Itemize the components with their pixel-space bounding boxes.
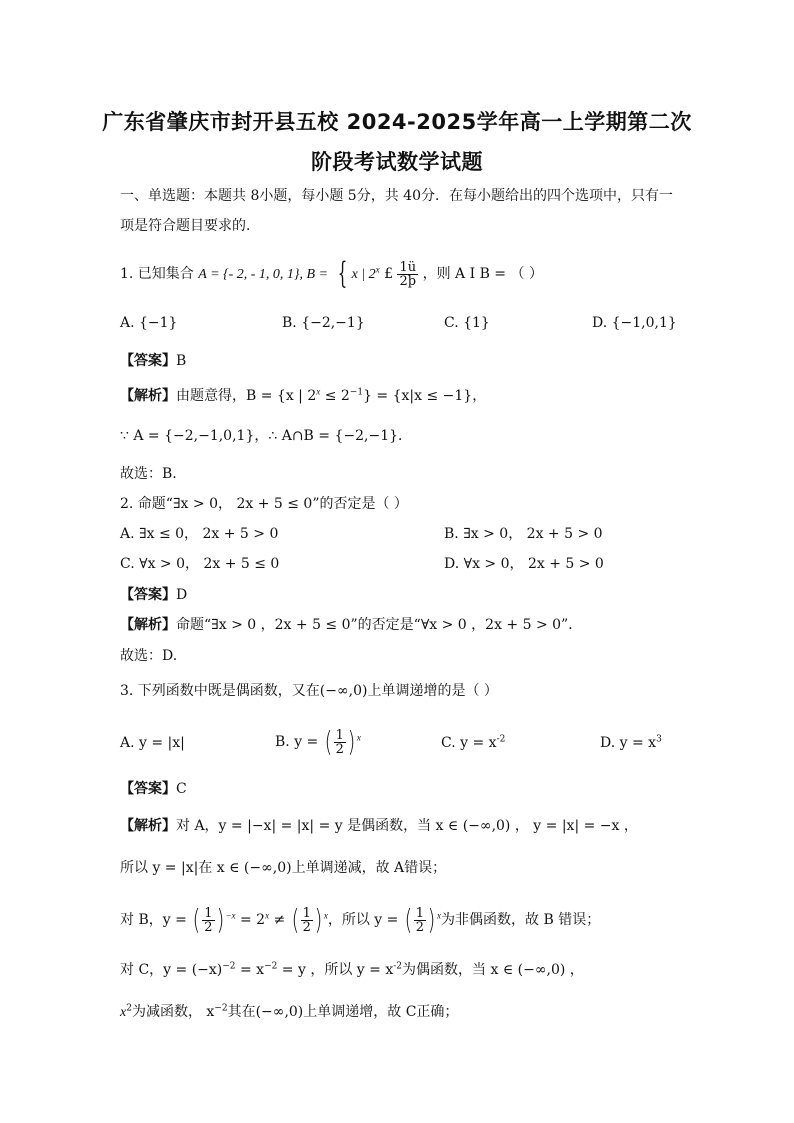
half-num: 1 xyxy=(204,905,213,921)
half-fraction xyxy=(414,907,426,934)
section-heading-line-1: 一、单选题：本题共 8小题，每小题 5分，共 40分．在每小题给出的四个选项中，只有一 xyxy=(120,188,673,204)
q3-a5-pre: x xyxy=(120,1005,127,1020)
q1-option-b: B. {−2,−1} xyxy=(282,315,365,331)
q1-frac-num: 1ü xyxy=(399,259,417,275)
q1-frac-den: 2þ xyxy=(397,274,418,288)
q3-option-c xyxy=(441,733,505,753)
q1-stem xyxy=(120,256,543,291)
q2-analysis-text: 命题“∃x > 0 ，2x + 5 ≤ 0”的否定是“∀x > 0 ，2x + 5 > 0”． xyxy=(176,617,583,633)
q3-option-b xyxy=(275,722,361,762)
q1-set-b-fraction xyxy=(397,261,418,288)
q3-a4-exp3: -2 xyxy=(393,961,403,972)
right-paren-icon: ) xyxy=(427,903,436,936)
q1-analysis-exp2: −1 xyxy=(349,387,364,398)
q2-analysis xyxy=(120,615,582,635)
q3-option-b-pre: B. y = xyxy=(275,734,319,750)
q1-analysis-part1: 由题意得，B = {x | 2 xyxy=(176,388,317,404)
q3-a4-mid: = x xyxy=(235,962,265,978)
q3-a3-mid2: ，所以 y = xyxy=(327,912,399,928)
q3-option-c-pre: C. y = x xyxy=(441,735,497,751)
section-heading-line-2: 项是符合题目要求的． xyxy=(120,218,260,234)
q3-option-b-num: 1 xyxy=(335,727,344,743)
q3-analysis-line-4 xyxy=(120,960,584,980)
right-paren-icon: ) xyxy=(314,903,323,936)
q3-a3-exp3: x xyxy=(323,910,328,921)
answer-label: 【答案】 xyxy=(120,781,176,797)
q1-prefix: 1. 已知集合 xyxy=(120,266,194,282)
q3-analysis-line-1: 对 A，y = |−x| = |x| = y 是偶函数，当 x ∈ (−∞,0) ， y = |x| = −x ， xyxy=(176,818,638,834)
q3-a3-exp2: x xyxy=(265,910,270,921)
left-paren-icon: ( xyxy=(324,725,333,758)
title-line-2: 阶段考试数学试题 xyxy=(311,150,483,174)
q2-choose xyxy=(120,646,177,666)
q3-a5-mid: 为减函数， x xyxy=(131,1004,215,1020)
q3-stem: 3. 下列函数中既是偶函数，又在(−∞,0)上单调递增的是（ ） xyxy=(120,683,498,699)
left-paren-icon: ( xyxy=(192,903,201,936)
q3-analysis-line-5 xyxy=(120,1002,458,1023)
q3-option-a: A. y = |x| xyxy=(120,735,185,751)
q3-analysis-line-3 xyxy=(120,898,600,942)
half-num: 1 xyxy=(302,905,311,921)
q1-analysis-tail: } = {x|x ≤ −1}， xyxy=(363,388,487,404)
q3-option-b-exp: x xyxy=(356,732,361,743)
q1-tail: ，则 A I B = （ ） xyxy=(422,266,543,282)
left-brace-icon: { xyxy=(337,256,347,291)
half-fraction xyxy=(202,907,214,934)
right-paren-icon: ) xyxy=(347,725,356,758)
q3-a5-exp: 2 xyxy=(126,1003,132,1014)
analysis-label: 【解析】 xyxy=(120,388,176,404)
q2-option-b: B. ∃x > 0， 2x + 5 > 0 xyxy=(444,526,603,542)
q3-option-c-exp: -2 xyxy=(496,734,506,745)
q3-option-b-fraction xyxy=(334,729,346,756)
q1-choose-value: B. xyxy=(162,466,177,482)
q1-set-a: A = {- 2, - 1, 0, 1} xyxy=(198,267,300,282)
q3-a5-tail: 其在(−∞,0)上单调递增，故 C正确； xyxy=(227,1004,459,1020)
q2-choose-value: D. xyxy=(162,648,178,664)
title-line-1: 广东省肇庆市封开县五校 2024-2025学年高一上学期第二次 xyxy=(102,110,692,134)
q1-set-b-body: x | 2 xyxy=(351,267,376,282)
q3-option-d-pre: D. y = x xyxy=(600,735,657,751)
q3-answer xyxy=(120,779,187,799)
q3-a4-tail: = y ，所以 y = x xyxy=(277,962,394,978)
q3-a3-exp4: x xyxy=(437,910,442,921)
q3-a3-pre: 对 B，y = xyxy=(120,912,187,928)
q3-analysis xyxy=(120,816,638,836)
q1-set-b-head: , B = xyxy=(299,267,329,282)
q3-a4-exp2: −2 xyxy=(264,961,278,972)
q1-analysis-exp1: x xyxy=(316,386,321,397)
q2-stem: 2. 命题“∃x > 0， 2x + 5 ≤ 0”的否定是（ ） xyxy=(120,496,408,512)
analysis-label: 【解析】 xyxy=(120,818,176,834)
q1-choose xyxy=(120,464,177,484)
q1-set-b-exp: x xyxy=(375,264,380,275)
analysis-label: 【解析】 xyxy=(120,617,176,633)
q1-answer xyxy=(120,351,186,371)
q3-a5-exp2: −2 xyxy=(214,1003,228,1014)
half-den: 2 xyxy=(204,919,213,935)
q1-analysis-mid: ≤ 2 xyxy=(320,388,350,404)
q2-answer-value: D xyxy=(176,587,188,603)
q3-a3-neq: ≠ xyxy=(269,912,290,928)
q3-a3-exp1: −x xyxy=(225,910,236,921)
q3-a3-tail: 为非偶函数，故 B 错误； xyxy=(441,912,601,928)
q1-answer-value: B xyxy=(176,353,187,369)
q3-a4-pre: 对 C，y = (−x) xyxy=(120,962,223,978)
choose-label: 故选： xyxy=(120,466,162,482)
q3-a4-end: 为偶函数，当 x ∈ (−∞,0) ， xyxy=(402,962,584,978)
q2-answer xyxy=(120,585,187,605)
q1-analysis-line-2: ∵ A = {−2,−1,0,1}，∴ A∩B = {−2,−1}． xyxy=(120,428,413,444)
half-fraction xyxy=(301,907,313,934)
q1-set-b-rel: £ xyxy=(379,266,398,282)
left-paren-icon: ( xyxy=(404,903,413,936)
q1-option-d: D. {−1,0,1} xyxy=(592,315,677,331)
choose-label: 故选： xyxy=(120,648,162,664)
q3-option-d xyxy=(600,733,662,753)
q3-analysis-line-2: 所以 y = |x|在 x ∈ (−∞,0)上单调递减，故 A错误； xyxy=(120,860,447,876)
q3-option-b-den: 2 xyxy=(335,741,344,757)
half-den: 2 xyxy=(415,919,425,935)
q2-option-c: C. ∀x > 0， 2x + 5 ≤ 0 xyxy=(120,556,280,572)
q2-option-d: D. ∀x > 0， 2x + 5 > 0 xyxy=(444,556,604,572)
answer-label: 【答案】 xyxy=(120,353,176,369)
q3-a3-mid: = 2 xyxy=(235,912,266,928)
q3-answer-value: C xyxy=(176,781,187,797)
q1-analysis xyxy=(120,386,486,406)
left-paren-icon: ( xyxy=(291,903,299,936)
q3-option-d-exp: 3 xyxy=(656,734,662,745)
half-num: 1 xyxy=(415,905,425,921)
q3-a4-exp1: −2 xyxy=(222,961,236,972)
q2-option-a: A. ∃x ≤ 0， 2x + 5 > 0 xyxy=(120,526,279,542)
q1-option-c: C. {1} xyxy=(444,315,490,331)
half-den: 2 xyxy=(302,919,311,935)
answer-label: 【答案】 xyxy=(120,587,176,603)
q1-option-a: A. {−1} xyxy=(120,315,178,331)
right-paren-icon: ) xyxy=(216,903,224,936)
